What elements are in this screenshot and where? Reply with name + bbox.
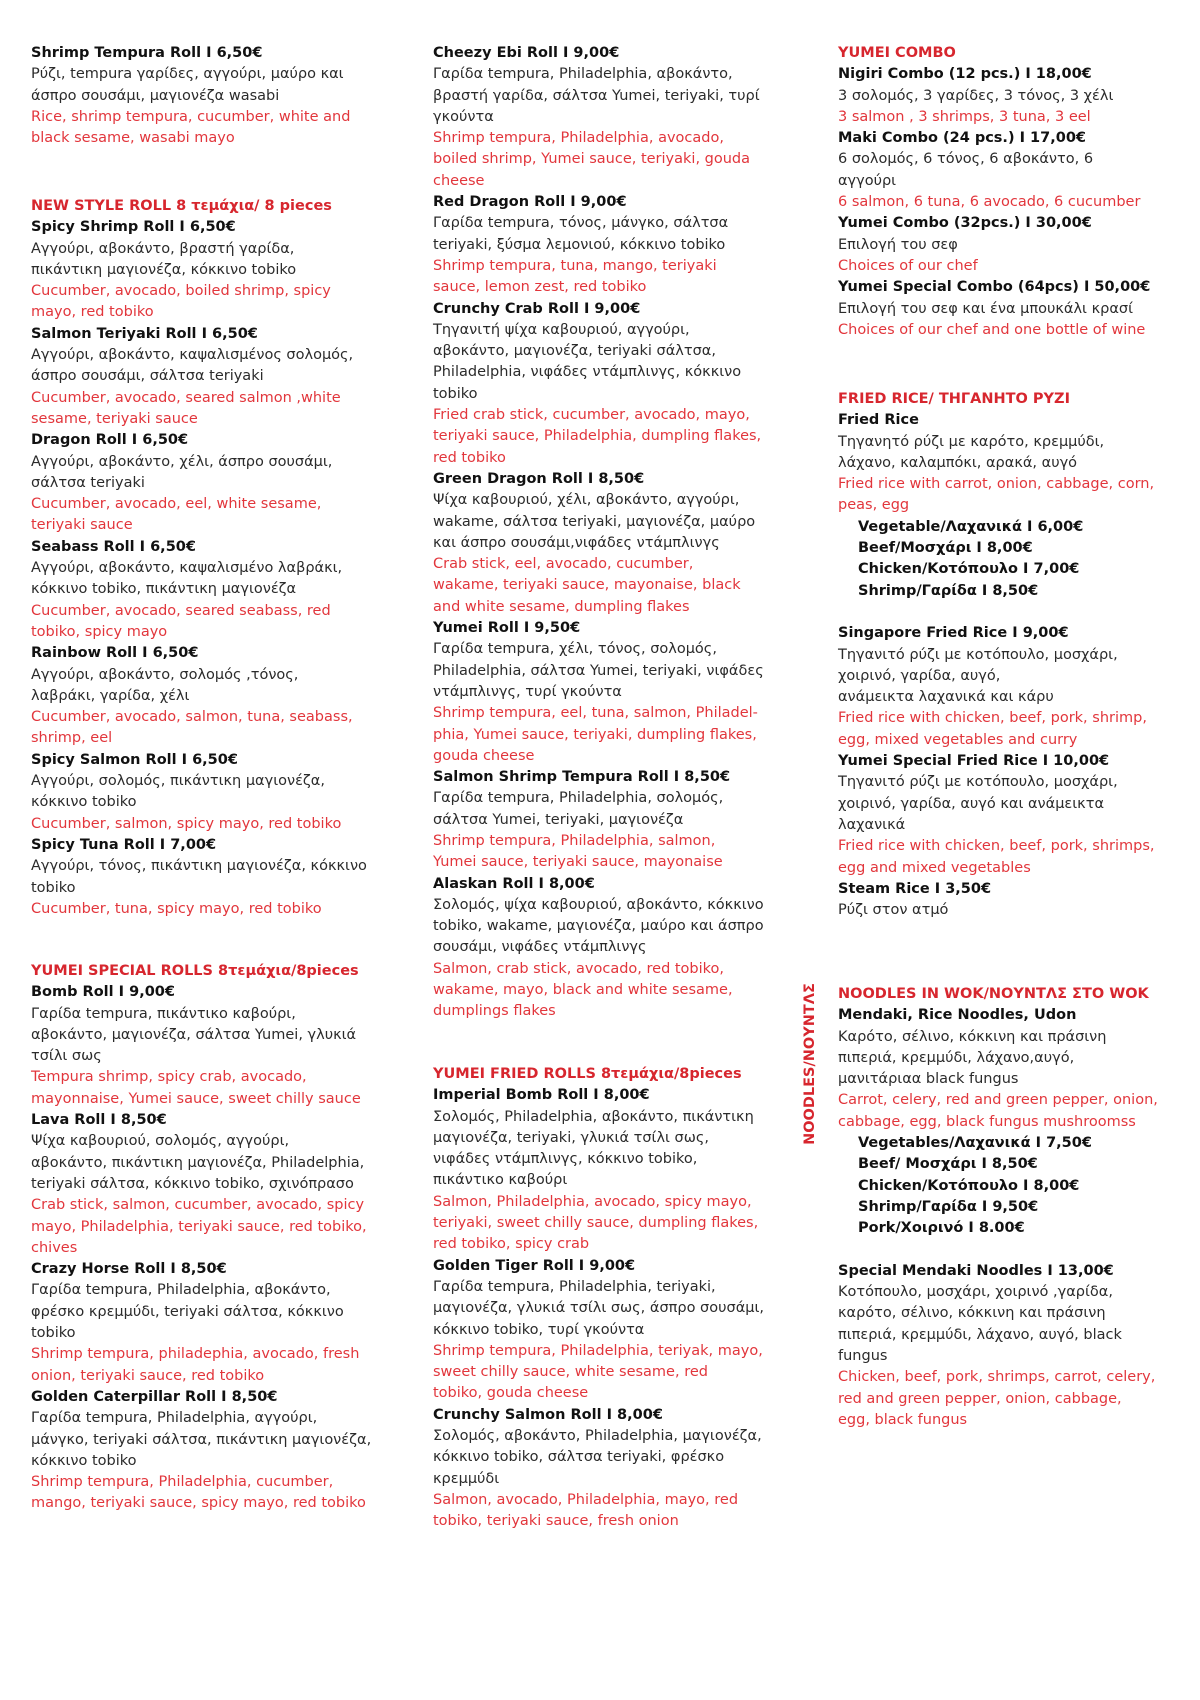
item-greek-description: πιπεριά, κρεμμύδι, λάχανο,αυγό, — [838, 1049, 1075, 1066]
item-greek-description: Ψίχα καβουριού, χέλι, αβοκάντο, αγγούρι, — [433, 492, 740, 509]
item-title: Yumei Roll I 9,50€ — [433, 620, 581, 637]
item-english-description: Fried rice with chicken, beef, pork, shrimps, — [838, 838, 1155, 855]
item-greek-description: Τηγανιτό ρύζι με κοτόπουλο, μοσχάρι, — [838, 774, 1118, 791]
item-greek-description: μανιτάριαα black fungus — [838, 1071, 1019, 1088]
item-title: Spicy Salmon Roll I 6,50€ — [31, 751, 238, 768]
menu-section — [838, 43, 1188, 341]
item-title: Maki Combo (24 pcs.) I 17,00€ — [838, 130, 1087, 147]
item-english-description: phia, Yumei sauce, teriyaki, dumpling flakes, — [433, 726, 757, 743]
item-greek-description: γκούντα — [433, 108, 494, 125]
item-english-description: tobiko, teriyaki sauce, fresh onion — [433, 1513, 679, 1530]
item-greek-description: νιφάδες ντάμπλινγς, κόκκινο tobiko, — [433, 1151, 698, 1168]
item-english-description: Carrot, celery, red and green pepper, onion, — [838, 1092, 1158, 1109]
menu-section — [838, 389, 1188, 921]
section-heading: NEW STYLE ROLL 8 τεμάχια/ 8 pieces — [31, 198, 332, 214]
noodles-side-label: NOODLES/ΝΟΥΝΤΛΣ — [802, 983, 818, 1145]
spacer — [838, 602, 1188, 623]
item-english-description: Tempura shrimp, spicy crab, avocado, — [31, 1069, 307, 1086]
item-english-description: Shrimp tempura, eel, tuna, salmon, Philadel- — [433, 705, 758, 722]
item-english-description: Shrimp tempura, tuna, mango, teriyaki — [433, 257, 717, 274]
item-variant-price: Beef/Μοσχάρι I 8,00€ — [858, 540, 1033, 557]
item-greek-description: πικάντικη μαγιονέζα, κόκκινο tobiko — [31, 261, 297, 278]
item-greek-description: Γαρίδα tempura, Philadelphia, σολομός, — [433, 790, 724, 807]
item-greek-description: Γαρίδα tempura, Philadelphia, αγγούρι, — [31, 1410, 318, 1427]
item-greek-description: Σολομός, Philadelphia, αβοκάντο, πικάντικη — [433, 1108, 754, 1125]
item-greek-description: χοιρινό, γαρίδα, αυγό, — [838, 667, 1001, 684]
item-english-description: Cucumber, avocado, salmon, tuna, seabass, — [31, 709, 353, 726]
item-greek-description: ντάμπλινγς, τυρί γκούντα — [433, 683, 622, 700]
item-greek-description: λάχανο, καλαμπόκι, αρακά, αυγό — [838, 454, 1078, 471]
item-greek-description: σάλτσα Yumei, teriyaki, μαγιονέζα — [433, 811, 684, 828]
item-english-description: Crab stick, eel, avocado, cucumber, — [433, 556, 694, 573]
item-title: Spicy Shrimp Roll I 6,50€ — [31, 219, 236, 236]
menu-section — [31, 43, 376, 149]
menu-section — [838, 984, 1188, 1431]
item-english-description: and white sesame, dumpling flakes — [433, 598, 690, 615]
item-title: Singapore Fried Rice I 9,00€ — [838, 625, 1069, 642]
item-english-description: tobiko, spicy mayo — [31, 623, 168, 640]
item-greek-description: κόκκινο tobiko, σάλτσα teriyaki, φρέσκο — [433, 1449, 725, 1466]
item-greek-description: Σολομός, ψίχα καβουριού, αβοκάντο, κόκκινο — [433, 896, 764, 913]
item-greek-description: μαγιονέζα, γλυκιά τσίλι σως, άσπρο σουσάμι, — [433, 1300, 765, 1317]
item-greek-description: αβοκάντο, πικάντικη μαγιονέζα, Philadelphia, — [31, 1154, 365, 1171]
item-english-description: gouda cheese — [433, 747, 535, 764]
item-greek-description: Καρότο, σέλινο, κόκκινη και πράσινη — [838, 1028, 1107, 1045]
item-variant-price: Shrimp/Γαρίδα I 8,50€ — [858, 582, 1039, 599]
item-english-description: Fried crab stick, cucumber, avocado, mayo, — [433, 407, 750, 424]
item-title: Yumei Special Combo (64pcs) I 50,00€ — [838, 279, 1151, 296]
item-english-description: sauce, lemon zest, red tobiko — [433, 279, 647, 296]
item-greek-description: Γαρίδα tempura, χέλι, τόνος, σολομός, — [433, 641, 717, 658]
item-greek-description: μαγιονέζα, teriyaki, γλυκιά τσίλι σως, — [433, 1129, 709, 1146]
section-heading: YUMEI SPECIAL ROLLS 8τεμάχια/8pieces — [31, 963, 359, 979]
item-title: Spicy Tuna Roll I 7,00€ — [31, 836, 217, 853]
item-greek-description: πιπεριά, κρεμμύδι, λάχανο, αυγό, black — [838, 1326, 1122, 1343]
item-greek-description: κόκκινο tobiko — [31, 1452, 137, 1469]
item-greek-description: teriyaki, ξύσμα λεμονιού, κόκκινο tobiko — [433, 236, 726, 253]
item-english-description: wakame, mayo, black and white sesame, — [433, 982, 733, 999]
item-greek-description: καρότο, σέλινο, κόκκινη και πράσινη — [838, 1305, 1106, 1322]
item-greek-description: Επιλογή του σεφ — [838, 236, 958, 253]
item-english-description: mango, teriyaki sauce, spicy mayo, red tobiko — [31, 1495, 366, 1512]
item-english-description: Cucumber, avocado, boiled shrimp, spicy — [31, 283, 331, 300]
item-english-description: Cucumber, tuna, spicy mayo, red tobiko — [31, 900, 322, 917]
item-english-description: Crab stick, salmon, cucumber, avocado, spicy — [31, 1197, 365, 1214]
item-greek-description: Ρύζι στον ατμό — [838, 902, 949, 919]
item-greek-description: ανάμεικτα λαχανικά και κάρυ — [838, 689, 1054, 706]
menu-section — [31, 196, 376, 920]
item-english-description: sweet chilly sauce, white sesame, red — [433, 1364, 708, 1381]
item-greek-description: σουσάμι, νιφάδες ντάμπλινγς — [433, 939, 647, 956]
item-greek-description: βραστή γαρίδα, σάλτσα Yumei, teriyaki, τυρί — [433, 87, 760, 104]
item-english-description: Cucumber, avocado, eel, white sesame, — [31, 496, 322, 513]
item-title: Imperial Bomb Roll I 8,00€ — [433, 1087, 650, 1104]
item-variant-price: Beef/ Μοσχάρι I 8,50€ — [858, 1156, 1038, 1173]
item-english-description: Chicken, beef, pork, shrimps, carrot, celery, — [838, 1369, 1156, 1386]
item-title: Yumei Combo (32pcs.) I 30,00€ — [838, 215, 1092, 232]
item-english-description: egg, mixed vegetables and curry — [838, 731, 1078, 748]
section-heading: NOODLES IN WOK/ΝΟΥΝΤΛΣ ΣΤΟ WOK — [838, 986, 1149, 1002]
item-greek-description: λαχανικά — [838, 816, 906, 833]
item-variant-price: Vegetable/Λαχανικά I 6,00€ — [858, 518, 1084, 535]
item-variant-price: Pork/Χοιρινό I 8.00€ — [858, 1220, 1025, 1237]
item-title: Shrimp Tempura Roll I 6,50€ — [31, 45, 263, 61]
item-english-description: cheese — [433, 172, 485, 189]
item-greek-description: Επιλογή του σεφ και ένα μπουκάλι κρασί — [838, 300, 1133, 317]
item-title: Cheezy Ebi Roll I 9,00€ — [433, 45, 620, 61]
item-english-description: Fried rice with carrot, onion, cabbage, corn, — [838, 476, 1155, 493]
item-greek-description: Τηγανητό ρύζι με καρότο, κρεμμύδι, — [838, 433, 1105, 450]
item-english-description: red tobiko — [433, 449, 506, 466]
item-greek-description: άσπρο σουσάμι, σάλτσα teriyaki — [31, 368, 264, 385]
item-greek-description: κόκκινο tobiko, τυρί γκούντα — [433, 1321, 645, 1338]
item-english-description: teriyaki sauce — [31, 517, 133, 534]
item-greek-description: 6 σολομός, 6 τόνος, 6 αβοκάντο, 6 — [838, 151, 1094, 168]
item-greek-description: αβοκάντο, μαγιονέζα, teriyaki σάλτσα, — [433, 343, 716, 360]
item-greek-description: Αγγούρι, τόνος, πικάντικη μαγιονέζα, κόκκινο — [31, 858, 367, 875]
item-title: Seabass Roll I 6,50€ — [31, 538, 196, 555]
item-greek-description: και άσπρο σουσάμι,νιφάδες ντάμπλινγς — [433, 534, 720, 551]
item-english-description: teriyaki sauce, Philadelphia, dumpling flakes, — [433, 428, 762, 445]
item-greek-description: Ψίχα καβουριού, σολομός, αγγούρι, — [31, 1133, 290, 1150]
item-title: Yumei Special Fried Rice I 10,00€ — [838, 753, 1110, 770]
item-greek-description: κόκκινο tobiko — [31, 794, 137, 811]
item-greek-description: σάλτσα teriyaki — [31, 474, 145, 491]
item-english-description: egg and mixed vegetables — [838, 859, 1031, 876]
item-title: Crazy Horse Roll I 8,50€ — [31, 1261, 227, 1278]
item-greek-description: Αγγούρι, σολομός, πικάντικη μαγιονέζα, — [31, 773, 325, 790]
menu-section — [433, 1064, 783, 1533]
item-english-description: Shrimp tempura, Philadelphia, teriyak, mayo, — [433, 1342, 763, 1359]
item-english-description: red tobiko, spicy crab — [433, 1236, 590, 1253]
item-english-description: peas, egg — [838, 497, 910, 514]
item-english-description: teriyaki, sweet chilly sauce, dumpling flakes, — [433, 1215, 759, 1232]
item-title: Red Dragon Roll I 9,00€ — [433, 194, 627, 211]
item-english-description: Cucumber, salmon, spicy mayo, red tobiko — [31, 815, 342, 832]
item-english-description: Shrimp tempura, philadephia, avocado, fresh — [31, 1346, 360, 1363]
item-greek-description: tobiko — [433, 385, 478, 402]
item-title: Dragon Roll I 6,50€ — [31, 432, 189, 449]
item-greek-description: τσίλι σως — [31, 1048, 102, 1065]
item-title: Nigiri Combo (12 pcs.) I 18,00€ — [838, 66, 1092, 83]
item-english-description: mayo, red tobiko — [31, 304, 154, 321]
item-variant-price: Chicken/Κοτόπουλο I 7,00€ — [858, 561, 1080, 578]
item-english-description: Salmon, crab stick, avocado, red tobiko, — [433, 960, 725, 977]
item-greek-description: χοιρινό, γαρίδα, αυγό και ανάμεικτα — [838, 795, 1104, 812]
item-greek-description: Αγγούρι, αβοκάντο, καψαλισμένο λαβράκι, — [31, 560, 343, 577]
item-title: Bomb Roll I 9,00€ — [31, 984, 175, 1001]
item-greek-description: Αγγούρι, αβοκάντο, χέλι, άσπρο σουσάμι, — [31, 453, 333, 470]
item-english-description: dumplings flakes — [433, 1003, 556, 1020]
item-greek-description: άσπρο σουσάμι, μαγιονέζα wasabi — [31, 87, 280, 104]
item-title: Salmon Shrimp Tempura Roll I 8,50€ — [433, 769, 731, 786]
item-english-description: Shrimp tempura, Philadelphia, avocado, — [433, 130, 724, 147]
item-title: Crunchy Salmon Roll I 8,00€ — [433, 1406, 663, 1423]
item-greek-description: φρέσκο κρεμμύδι, teriyaki σάλτσα, κόκκινο — [31, 1303, 344, 1320]
item-title: Golden Tiger Roll I 9,00€ — [433, 1257, 636, 1274]
item-english-description: tobiko, gouda cheese — [433, 1385, 589, 1402]
item-english-description: mayonnaise, Yumei sauce, sweet chilly sauce — [31, 1090, 361, 1107]
item-english-description: shrimp, eel — [31, 730, 113, 747]
item-english-description: Cucumber, avocado, seared salmon ,white — [31, 389, 341, 406]
item-greek-description: πικάντικο καβούρι — [433, 1172, 568, 1189]
item-title: Salmon Teriyaki Roll I 6,50€ — [31, 325, 258, 342]
item-title: Golden Caterpillar Roll I 8,50€ — [31, 1388, 278, 1405]
item-greek-description: teriyaki σάλτσα, κόκκινο tobiko, σχινόπρασο — [31, 1175, 354, 1192]
item-greek-description: Τηγανιτό ρύζι με κοτόπουλο, μοσχάρι, — [838, 646, 1118, 663]
item-greek-description: fungus — [838, 1348, 888, 1365]
item-greek-description: tobiko — [31, 879, 76, 896]
item-english-description: onion, teriyaki sauce, red tobiko — [31, 1367, 265, 1384]
item-greek-description: 3 σολομός, 3 γαρίδες, 3 τόνος, 3 χέλι — [838, 87, 1114, 104]
section-heading: YUMEI FRIED ROLLS 8τεμάχια/8pieces — [433, 1066, 742, 1082]
item-greek-description: Γαρίδα tempura, Philadelphia, αβοκάντο, — [31, 1282, 331, 1299]
item-title: Alaskan Roll I 8,00€ — [433, 875, 595, 892]
item-greek-description: Γαρίδα tempura, τόνος, μάνγκο, σάλτσα — [433, 215, 729, 232]
spacer — [838, 1240, 1188, 1261]
item-greek-description: Ρύζι, tempura γαρίδες, αγγούρι, μαύρο και — [31, 66, 344, 83]
menu-section — [31, 961, 376, 1515]
item-greek-description: Γαρίδα tempura, Philadelphia, teriyaki, — [433, 1278, 716, 1295]
item-english-description: wakame, teriyaki sauce, mayonaise, black — [433, 577, 741, 594]
item-english-description: chives — [31, 1239, 78, 1256]
item-english-description: 6 salmon, 6 tuna, 6 avocado, 6 cucumber — [838, 194, 1141, 211]
item-english-description: Shrimp tempura, Philadelphia, cucumber, — [31, 1474, 334, 1491]
item-greek-description: Τηγανιτή ψίχα καβουριού, αγγούρι, — [433, 321, 690, 338]
item-title: Steam Rice I 3,50€ — [838, 880, 992, 897]
item-title: Special Mendaki Noodles I 13,00€ — [838, 1262, 1114, 1279]
item-english-description: egg, black fungus — [838, 1411, 968, 1428]
item-english-description: Choices of our chef and one bottle of wine — [838, 321, 1146, 338]
item-english-description: boiled shrimp, Yumei sauce, teriyaki, gouda — [433, 151, 751, 168]
item-greek-description: tobiko — [31, 1325, 76, 1342]
item-english-description: Salmon, Philadelphia, avocado, spicy mayo, — [433, 1193, 752, 1210]
item-title: Rainbow Roll I 6,50€ — [31, 645, 199, 662]
item-english-description: black sesame, wasabi mayo — [31, 130, 235, 147]
item-variant-price: Chicken/Κοτόπουλο I 8,00€ — [858, 1177, 1080, 1194]
item-greek-description: Philadelphia, νιφάδες ντάμπλινγς, κόκκινο — [433, 364, 742, 381]
item-greek-description: μάνγκο, teriyaki σάλτσα, πικάντικη μαγιονέζα, — [31, 1431, 372, 1448]
item-title: Fried Rice — [838, 412, 919, 429]
section-heading: YUMEI COMBO — [838, 45, 956, 61]
item-greek-description: αγγούρι — [838, 172, 897, 189]
item-english-description: cabbage, egg, black fungus mushroomss — [838, 1113, 1136, 1130]
item-greek-description: Κοτόπουλο, μοσχάρι, χοιρινό ,γαρίδα, — [838, 1284, 1113, 1301]
menu-section — [433, 43, 783, 1023]
item-greek-description: Αγγούρι, αβοκάντο, καψαλισμένος σολομός, — [31, 347, 354, 364]
item-english-description: Cucumber, avocado, seared seabass, red — [31, 602, 331, 619]
item-greek-description: αβοκάντο, μαγιονέζα, σάλτσα Yumei, γλυκιά — [31, 1026, 357, 1043]
item-english-description: red and green pepper, onion, cabbage, — [838, 1390, 1122, 1407]
item-greek-description: Αγγούρι, αβοκάντο, σολομός ,τόνος, — [31, 666, 299, 683]
item-greek-description: κρεμμύδι — [433, 1470, 500, 1487]
item-english-description: mayo, Philadelphia, teriyaki sauce, red tobiko, — [31, 1218, 367, 1235]
item-english-description: Fried rice with chicken, beef, pork, shrimp, — [838, 710, 1147, 727]
item-greek-description: wakame, σάλτσα teriyaki, μαγιονέζα, μαύρο — [433, 513, 756, 530]
item-title: Green Dragon Roll I 8,50€ — [433, 470, 645, 487]
item-variant-price: Vegetables/Λαχανικά I 7,50€ — [858, 1135, 1092, 1152]
item-greek-description: λαβράκι, γαρίδα, χέλι — [31, 687, 190, 704]
item-greek-description: Αγγούρι, αβοκάντο, βραστή γαρίδα, — [31, 240, 295, 257]
item-title: Lava Roll I 8,50€ — [31, 1112, 167, 1129]
item-english-description: 3 salmon , 3 shrimps, 3 tuna, 3 eel — [838, 108, 1091, 125]
item-greek-description: Γαρίδα tempura, Philadelphia, αβοκάντο, — [433, 66, 733, 83]
item-english-description: sesame, teriyaki sauce — [31, 410, 198, 427]
item-english-description: Shrimp tempura, Philadelphia, salmon, — [433, 832, 716, 849]
section-heading: FRIED RICE/ ΤΗΓΑΝΗΤΟ ΡΥΖΙ — [838, 391, 1070, 407]
item-greek-description: Γαρίδα tempura, πικάντικο καβούρι, — [31, 1005, 296, 1022]
item-greek-description: tobiko, wakame, μαγιονέζα, μαύρο και άσπρο — [433, 918, 764, 935]
item-greek-description: Σολομός, αβοκάντο, Philadelphia, μαγιονέζα, — [433, 1428, 762, 1445]
item-english-description: Yumei sauce, teriyaki sauce, mayonaise — [433, 854, 723, 871]
item-english-description: Salmon, avocado, Philadelphia, mayo, red — [433, 1491, 739, 1508]
item-english-description: Choices of our chef — [838, 257, 978, 274]
item-english-description: Rice, shrimp tempura, cucumber, white and — [31, 108, 351, 125]
item-title: Mendaki, Rice Noodles, Udon — [838, 1007, 1077, 1024]
item-title: Crunchy Crab Roll I 9,00€ — [433, 300, 641, 317]
item-greek-description: κόκκινο tobiko, πικάντικη μαγιονέζα — [31, 581, 297, 598]
item-variant-price: Shrimp/Γαρίδα I 9,50€ — [858, 1198, 1039, 1215]
item-greek-description: Philadelphia, σάλτσα Yumei, teriyaki, νιφάδες — [433, 662, 764, 679]
